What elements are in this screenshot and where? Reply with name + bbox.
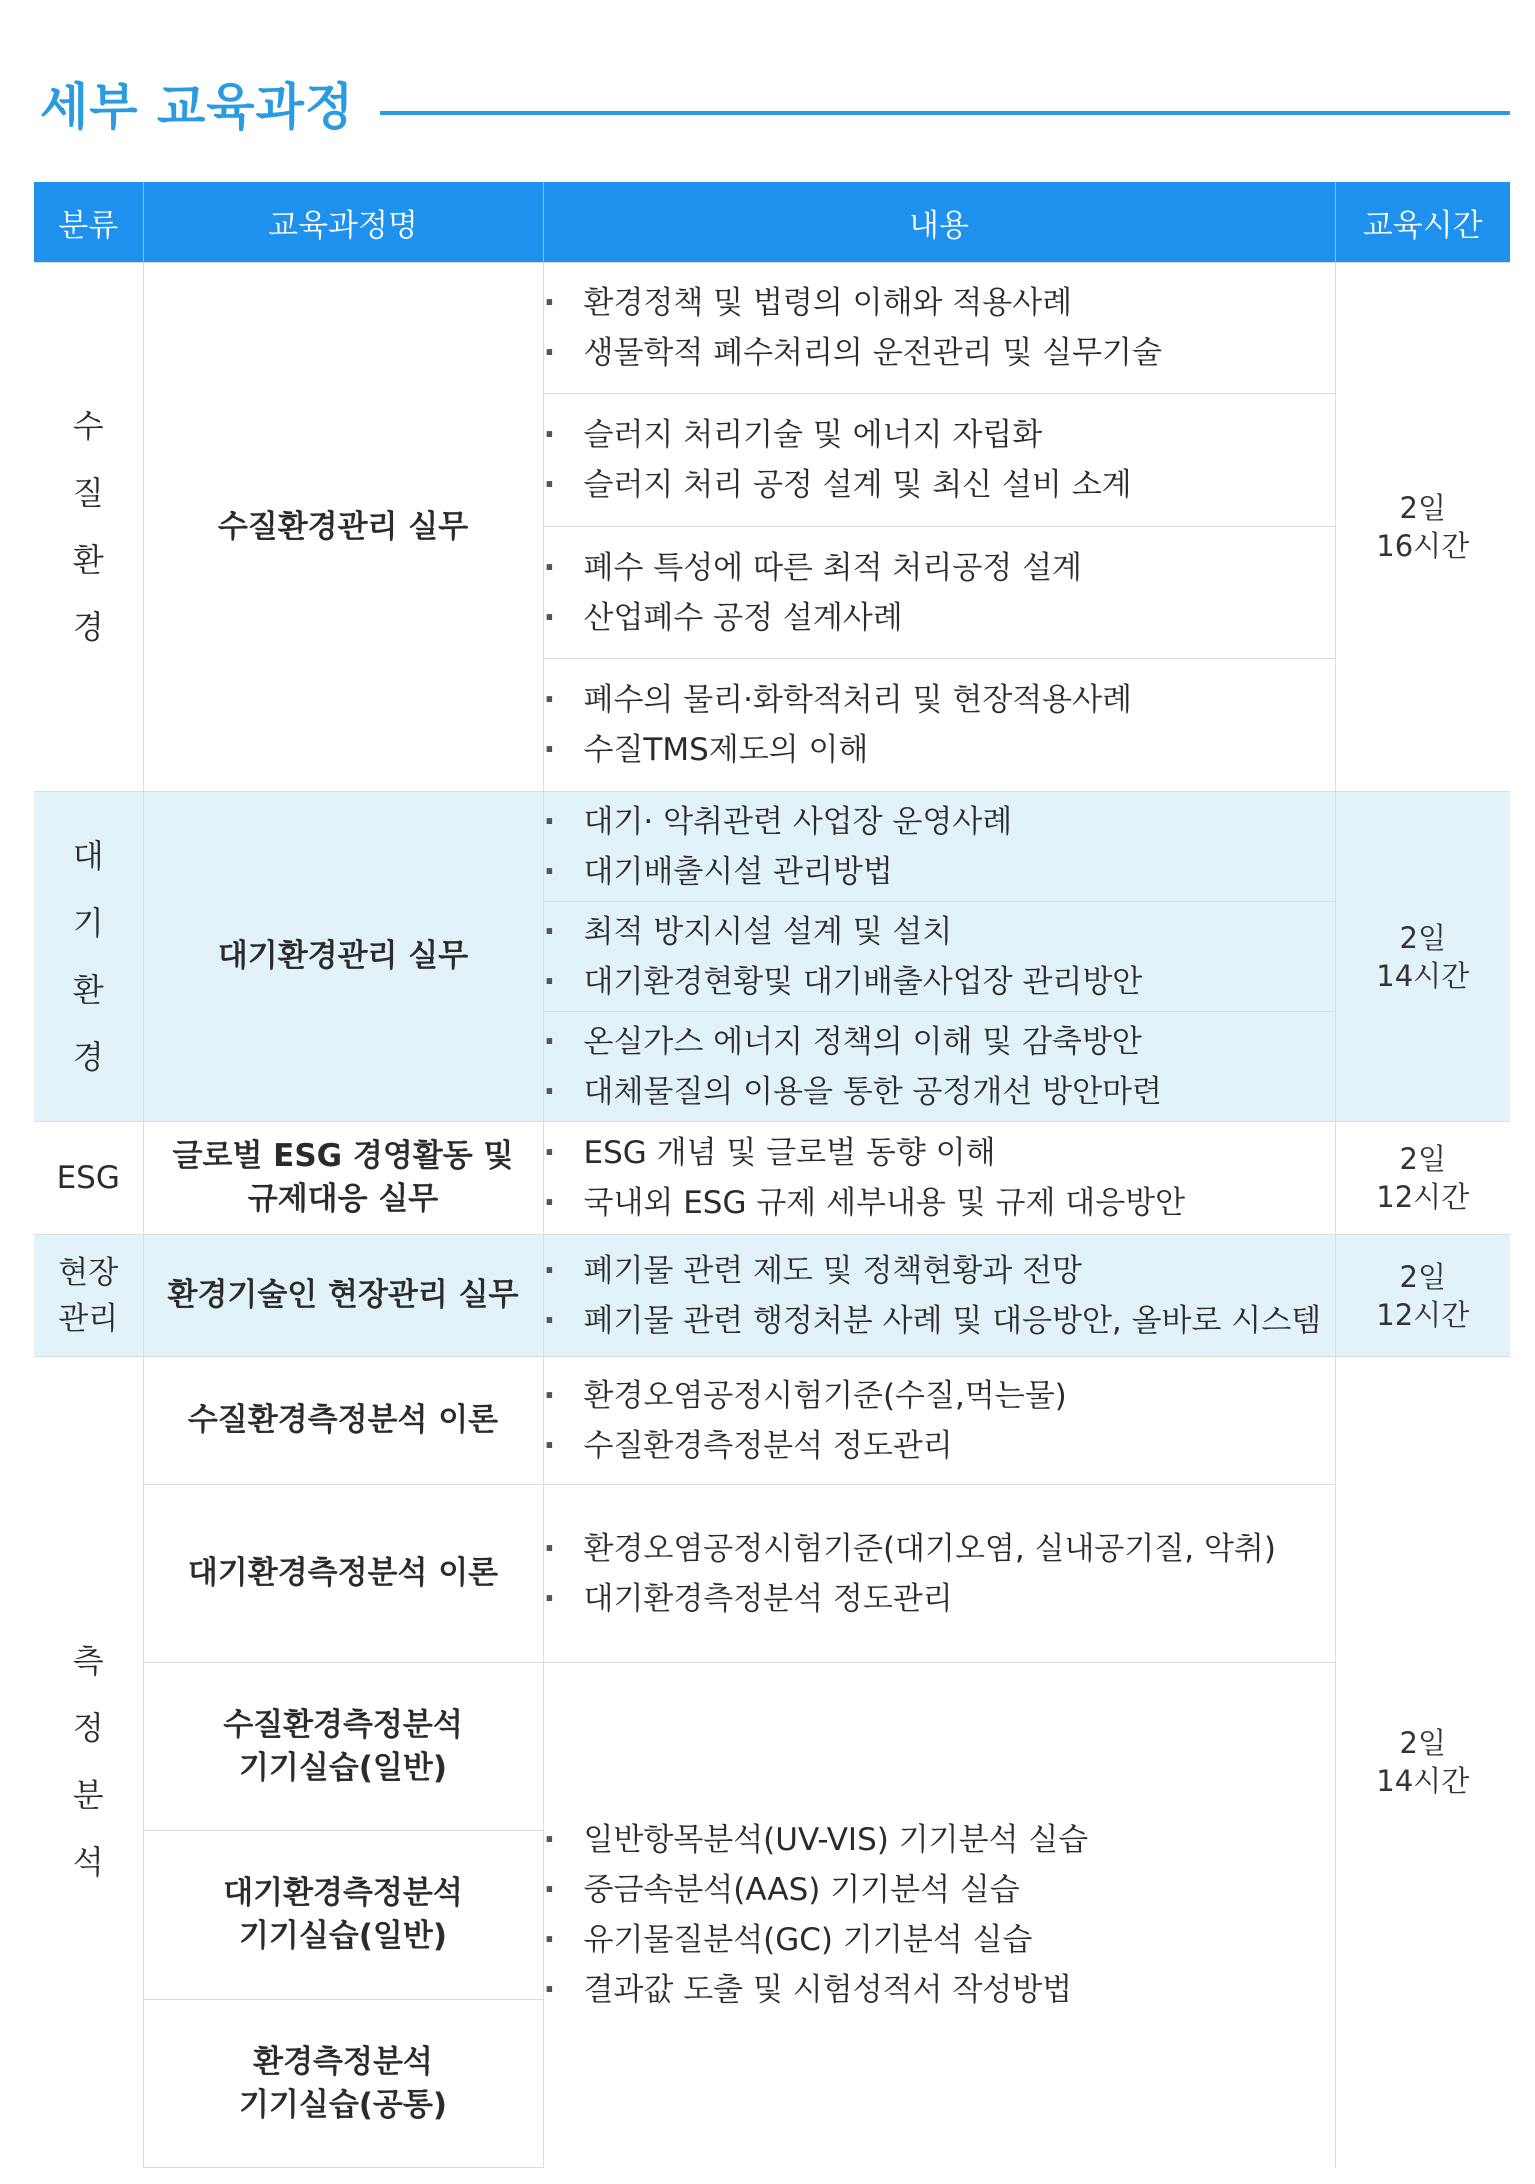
list-item: · 생물학적 폐수처리의 운전관리 및 실무기술	[544, 328, 1335, 378]
table-header-row	[34, 182, 1510, 263]
list-item: · 국내외 ESG 규제 세부내용 및 규제 대응방안	[544, 1178, 1335, 1228]
category-air: 대 기 환 경	[34, 792, 143, 1122]
list-item: · 폐기물 관련 제도 및 정책현황과 전망	[544, 1246, 1335, 1296]
list-item: · 최적 방지시설 설계 및 설치	[544, 907, 1335, 957]
list-item: · 폐수 특성에 따른 최적 처리공정 설계	[544, 543, 1335, 593]
list-item: · 대체물질의 이용을 통한 공정개선 방안마련	[544, 1067, 1335, 1117]
content-cell	[543, 1357, 1335, 1485]
hours-cell: 2일 14시간	[1335, 792, 1510, 1122]
course-name: 글로벌 ESG 경영활동 및 규제대응 실무	[143, 1122, 543, 1235]
section-title: 세부 교육과정	[40, 78, 355, 136]
course-table	[34, 182, 1510, 2168]
table-row	[34, 1485, 1510, 1663]
list-item: · 산업폐수 공정 설계사례	[544, 593, 1335, 643]
content-cell	[543, 1235, 1335, 1357]
list-item: · 폐기물 관련 행정처분 사례 및 대응방안, 올바로 시스템	[544, 1296, 1335, 1346]
list-item: · 슬러지 처리 공정 설계 및 최신 설비 소계	[544, 460, 1335, 510]
content-cell	[543, 394, 1335, 527]
table-row	[34, 792, 1510, 902]
list-item: · 결과값 도출 및 시험성적서 작성방법	[544, 1965, 1335, 2015]
list-item: · 대기배출시설 관리방법	[544, 847, 1335, 897]
content-cell	[543, 1122, 1335, 1235]
list-item: · 유기물질분석(GC) 기기분석 실습	[544, 1915, 1335, 1965]
list-item: · 대기환경현황및 대기배출사업장 관리방안	[544, 957, 1335, 1007]
content-cell	[543, 659, 1335, 792]
category-site: 현장 관리	[34, 1235, 143, 1357]
section-rule	[380, 111, 1510, 115]
content-cell	[543, 1663, 1335, 2168]
header-category: 분류	[34, 182, 143, 263]
content-cell	[543, 1485, 1335, 1663]
header-content: 내용	[543, 182, 1335, 263]
table-row	[34, 1122, 1510, 1235]
course-name: 환경기술인 현장관리 실무	[143, 1235, 543, 1357]
course-name: 대기환경측정분석 기기실습(일반)	[143, 1831, 543, 2000]
list-item: · 수질환경측정분석 정도관리	[544, 1421, 1335, 1471]
list-item: · 슬러지 처리기술 및 에너지 자립화	[544, 410, 1335, 460]
content-cell	[543, 527, 1335, 659]
table-row	[34, 1235, 1510, 1357]
content-cell	[543, 263, 1335, 394]
course-name: 수질환경관리 실무	[143, 263, 543, 792]
course-name: 수질환경측정분석 이론	[143, 1357, 543, 1485]
table-row	[34, 263, 1510, 394]
list-item: · 폐수의 물리·화학적처리 및 현장적용사례	[544, 675, 1335, 725]
list-item: · 중금속분석(AAS) 기기분석 실습	[544, 1865, 1335, 1915]
list-item: · 환경정책 및 법령의 이해와 적용사례	[544, 278, 1335, 328]
category-measure: 측 정 분 석	[34, 1357, 143, 2168]
category-esg: ESG	[34, 1122, 143, 1235]
header-hours: 교육시간	[1335, 182, 1510, 263]
content-cell	[543, 902, 1335, 1012]
list-item: · 환경오염공정시험기준(대기오염, 실내공기질, 악취)	[544, 1524, 1335, 1574]
table-row	[34, 1663, 1510, 1831]
list-item: · 수질TMS제도의 이해	[544, 725, 1335, 775]
course-name: 대기환경측정분석 이론	[143, 1485, 543, 1663]
list-item: · 일반항목분석(UV-VIS) 기기분석 실습	[544, 1815, 1335, 1865]
hours-cell: 2일 16시간	[1335, 263, 1510, 792]
list-item: · ESG 개념 및 글로벌 동향 이해	[544, 1128, 1335, 1178]
content-cell	[543, 1012, 1335, 1122]
list-item: · 대기· 악취관련 사업장 운영사례	[544, 797, 1335, 847]
header-course: 교육과정명	[143, 182, 543, 263]
section-header	[40, 72, 1510, 142]
course-name: 대기환경관리 실무	[143, 792, 543, 1122]
list-item: · 온실가스 에너지 정책의 이해 및 감축방안	[544, 1017, 1335, 1067]
hours-cell: 2일 12시간	[1335, 1122, 1510, 1235]
hours-cell: 2일 14시간	[1335, 1357, 1510, 2168]
course-name: 수질환경측정분석 기기실습(일반)	[143, 1663, 543, 1831]
hours-cell: 2일 12시간	[1335, 1235, 1510, 1357]
list-item: · 대기환경측정분석 정도관리	[544, 1574, 1335, 1624]
list-item: · 환경오염공정시험기준(수질,먹는물)	[544, 1371, 1335, 1421]
table-row	[34, 1357, 1510, 1485]
category-water: 수 질 환 경	[34, 263, 143, 792]
course-name: 환경측정분석 기기실습(공통)	[143, 2000, 543, 2168]
content-cell	[543, 792, 1335, 902]
